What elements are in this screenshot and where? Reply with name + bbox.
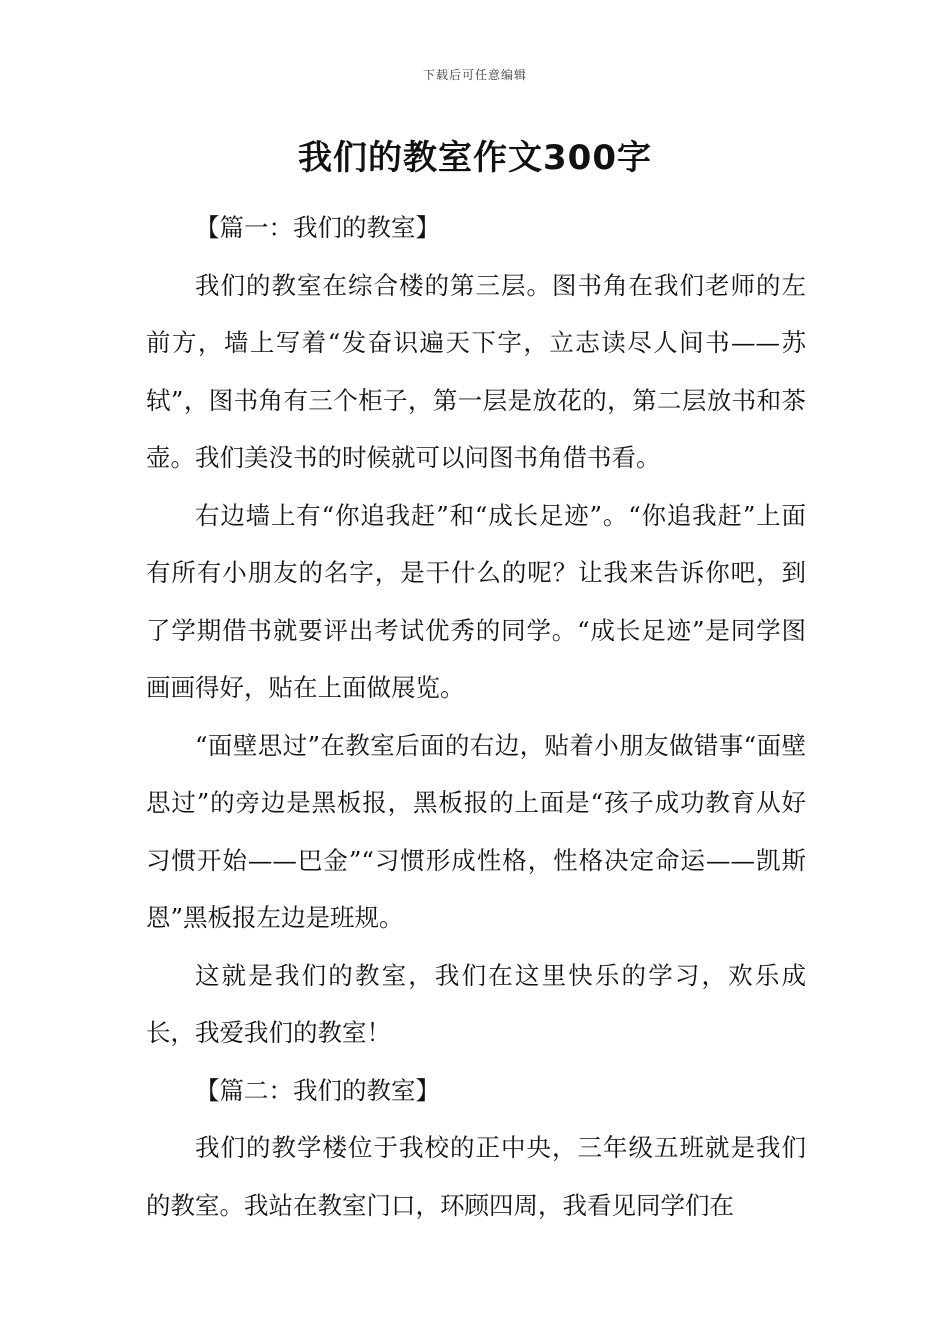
section-heading-2: 【篇二：我们的教室】	[195, 1075, 440, 1105]
document-title: 我们的教室作文300字	[298, 138, 652, 178]
section-heading-1: 【篇一：我们的教室】	[195, 213, 440, 242]
paragraph-1: 我们的教室在综合楼的第三层。图书角在我们老师的左前方，墙上写着“发奋识遍天下字，立志读尽人间书——苏轼”，图书角有三个柜子，第一层是放花的，第二层放书和茶壶。我们美没书的时候就可以问图书角借书看。	[146, 270, 806, 472]
paragraph-5: 我们的教学楼位于我校的正中央，三年级五班就是我们的教室。我站在教室门口，环顾四周，我看见同学们在	[146, 1133, 806, 1220]
document-body	[146, 199, 806, 1234]
paragraph-3: “面壁思过”在教室后面的右边，贴着小朋友做错事“面壁思过”的旁边是黑板报，黑板报的上面是“孩子成功教育从好习惯开始——巴金”“习惯形成性格，性格决定命运——凯斯恩”黑板报左边是班规。	[146, 730, 806, 932]
paragraph-4: 这就是我们的教室，我们在这里快乐的学习，欢乐成长，我爱我们的教室！	[146, 960, 806, 1047]
paragraph-2: 右边墙上有“你追我赶”和“成长足迹”。“你追我赶”上面有所有小朋友的名字，是干什么的呢？让我来告诉你吧，到了学期借书就要评出考试优秀的同学。“成长足迹”是同学图画画得好，贴在上面做展览。	[146, 500, 806, 702]
header-note: 下载后可任意编辑	[422, 68, 527, 82]
